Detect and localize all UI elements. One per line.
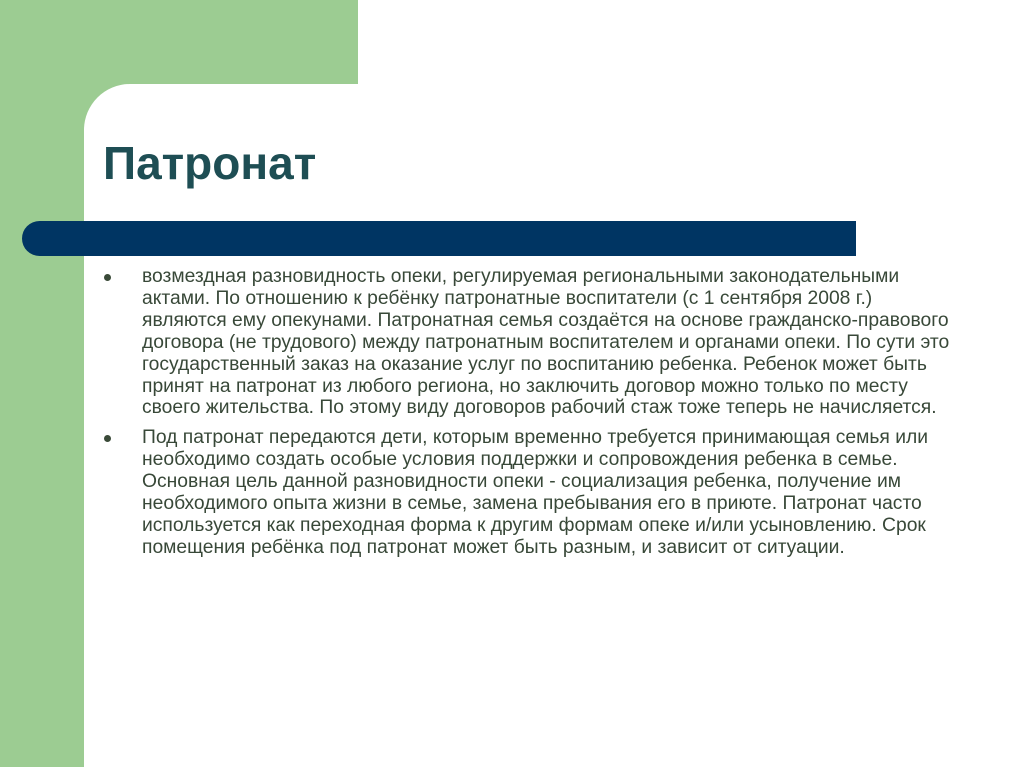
title-underline-bar [22, 221, 856, 256]
bullet-item [100, 266, 970, 419]
bullet-item [100, 427, 970, 558]
bullet-dot-icon [104, 435, 111, 442]
slide-title: Патронат [103, 137, 317, 189]
bullet-text: возмездная разновидность опеки, регулируемая региональными законодательными актами. По отношению к ребёнку патронатные воспитатели (с 1 сентября 2008 г.) являются ему опекунами. Патронатная семья создаётся на основе гражданско-правового договора (не трудового) между патронатным воспитателем и органами опеки. По сути это государственный заказ на оказание услуг по воспитанию ребенка. Ребенок может быть принят на патронат из любого региона, но заключить договор можно только по месту своего жительства. По этому виду договоров рабочий стаж тоже теперь не начисляется. [142, 266, 950, 419]
bullet-dot-icon [104, 274, 111, 281]
bullet-text: Под патронат передаются дети, которым временно требуется принимающая семья или необходимо создать особые условия поддержки и сопровождения ребенка в семье. Основная цель данной разновидности опеки - социализация ребенка, получение им необходимого опыта жизни в семье, замена пребывания его в приюте. Патронат часто используется как переходная форма к другим формам опеке и/или усыновлению. Срок помещения ребёнка под патронат может быть разным, и зависит от ситуации. [142, 427, 929, 558]
bullet-list [100, 266, 970, 567]
